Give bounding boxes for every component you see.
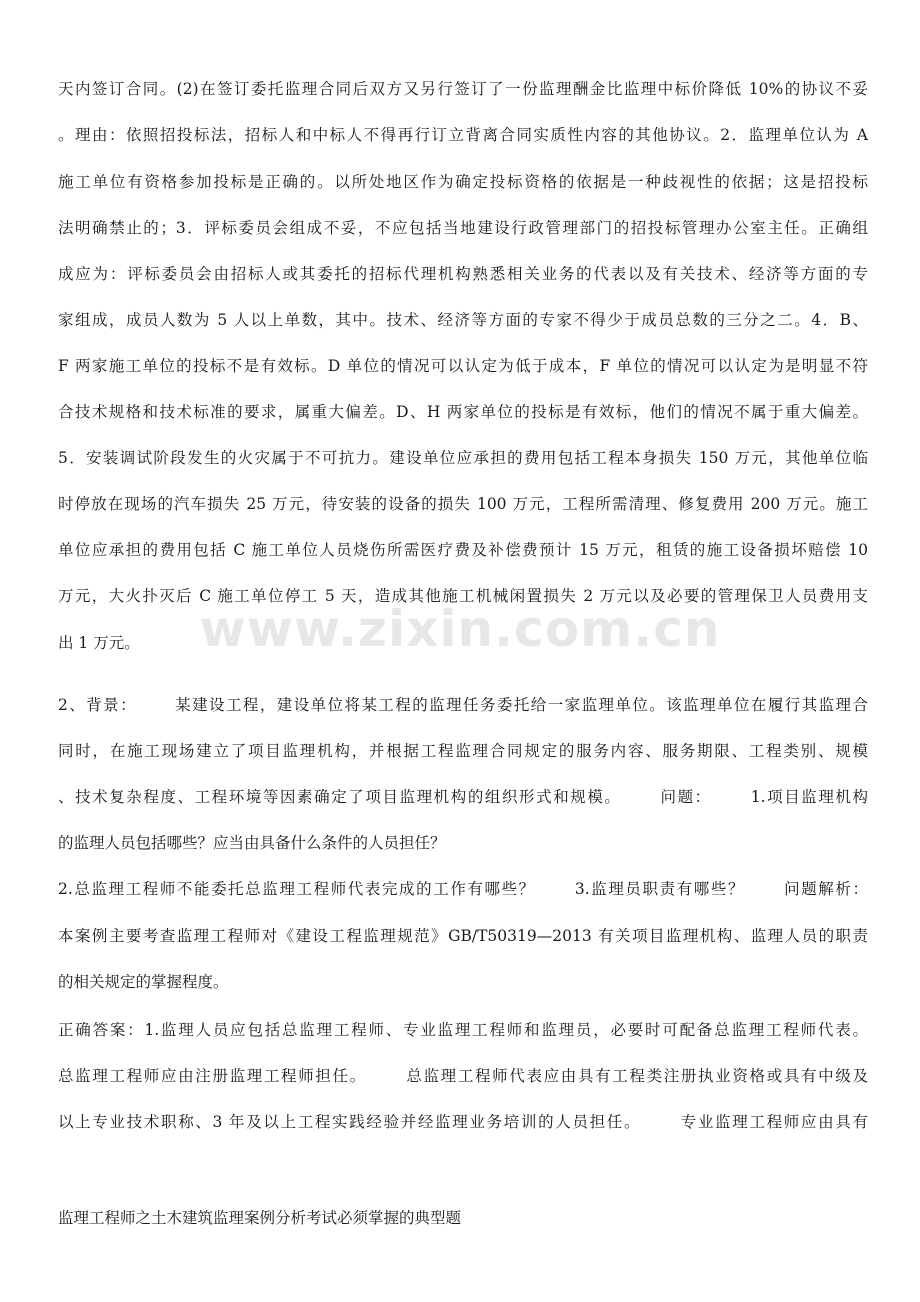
body-line: 法明确禁止的；3．评标委员会组成不妥，不应包括当地建设行政管理部门的招投标管理办公室主任。正确组 — [58, 219, 868, 237]
body-line: 成应为：评标委员会由招标人或其委托的招标代理机构熟悉相关业务的代表以及有关技术、经济等方面的专 — [58, 265, 868, 283]
body-line: 的监理人员包括哪些？应当由具备什么条件的人员担任？ — [58, 834, 446, 852]
body-line: 施工单位有资格参加投标是正确的。以所处地区作为确定投标资格的依据是一种歧视性的依据；这是招投标 — [58, 173, 868, 191]
body-line: 万元，大火扑灭后 C 施工单位停工 5 天，造成其他施工机械闲置损失 2 万元以及必要的管理保卫人员费用支 — [58, 587, 868, 605]
body-line: 总监理工程师应由注册监理工程师担任。 总监理工程师代表应由具有工程类注册执业资格或具有中级及 — [58, 1067, 868, 1085]
page-footer: 监理工程师之土木建筑监理案例分析考试必须掌握的典型题 — [58, 1209, 462, 1227]
body-line: 2.总监理工程师不能委托总监理工程师代表完成的工作有哪些？ 3.监理员职责有哪些？ 问题解析： — [58, 880, 868, 898]
body-line: 5．安装调试阶段发生的火灾属于不可抗力。建设单位应承担的费用包括工程本身损失 150 万元，其他单位临 — [58, 449, 868, 467]
body-line: F 两家施工单位的投标不是有效标。D 单位的情况可以认定为低于成本，F 单位的情况可以认定为是明显不符 — [58, 357, 868, 375]
body-line: 以上专业技术职称、3 年及以上工程实践经验并经监理业务培训的人员担任。 专业监理工程师应由具有 — [58, 1113, 868, 1131]
body-line: 。理由：依照招投标法，招标人和中标人不得再行订立背离合同实质性内容的其他协议。2．监理单位认为 A — [58, 126, 868, 144]
body-line: 、技术复杂程度、工程环境等因素确定了项目监理机构的组织形式和规模。 问题： 1.项目监理机构 — [58, 788, 868, 806]
body-line: 单位应承担的费用包括 C 施工单位人员烧伤所需医疗费及补偿费预计 15 万元，租赁的施工设备损坏赔偿 10 — [58, 541, 868, 559]
body-line: 的相关规定的掌握程度。 — [58, 973, 229, 991]
body-line: 出 1 万元。 — [58, 634, 140, 652]
body-line: 2、背景： 某建设工程，建设单位将某工程的监理任务委托给一家监理单位。该监理单位在履行其监理合 — [58, 696, 868, 714]
body-line: 合技术规格和技术标准的要求，属重大偏差。D、H 两家单位的投标是有效标，他们的情况不属于重大偏差。 — [58, 403, 868, 421]
body-line: 家组成，成员人数为 5 人以上单数，其中。技术、经济等方面的专家不得少于成员总数的三分之二。4．B、 — [58, 311, 868, 329]
body-line: 本案例主要考查监理工程师对《建设工程监理规范》GB/T50319—2013 有关项目监理机构、监理人员的职责 — [58, 927, 868, 945]
body-line: 天内签订合同。(2)在签订委托监理合同后双方又另行签订了一份监理酬金比监理中标价降低 10%的协议不妥 — [58, 80, 868, 98]
body-line: 时停放在现场的汽车损失 25 万元，待安装的设备的损失 100 万元，工程所需清理、修复费用 200 万元。施工 — [58, 495, 868, 513]
body-line: 正确答案：1.监理人员应包括总监理工程师、专业监理工程师和监理员，必要时可配备总监理工程师代表。 — [58, 1021, 868, 1039]
body-line: 同时，在施工现场建立了项目监理机构，并根据工程监理合同规定的服务内容、服务期限、工程类别、规模 — [58, 742, 868, 760]
watermark-text: www.zixin.com.cn — [199, 600, 721, 658]
